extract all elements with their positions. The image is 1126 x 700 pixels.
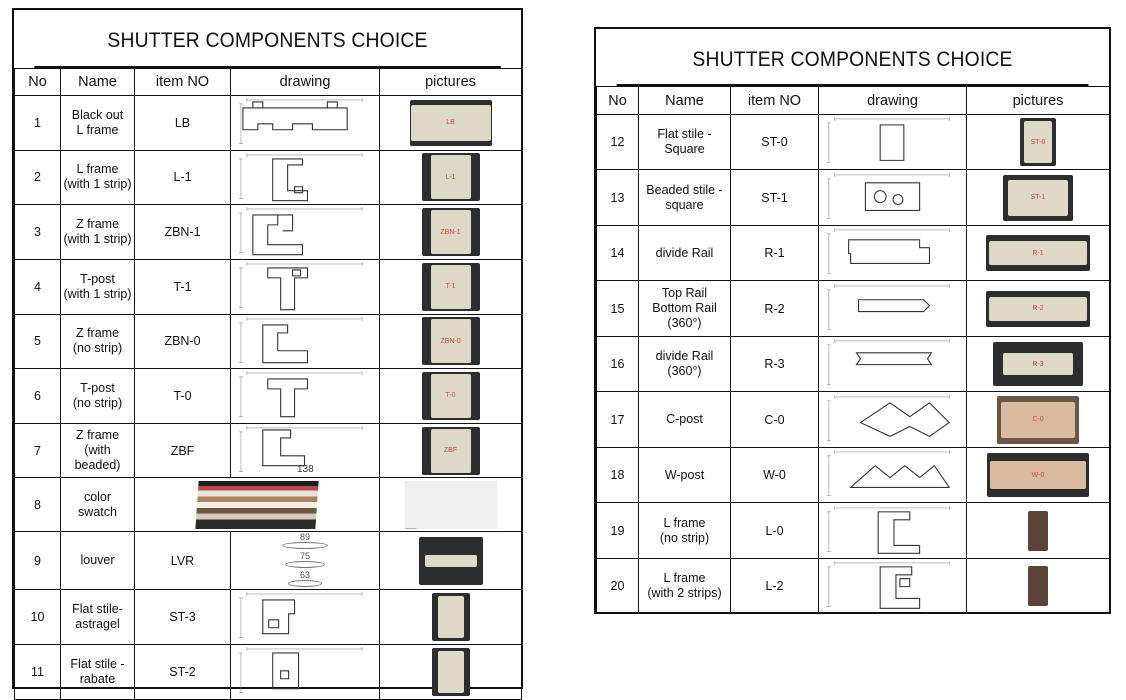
header-item-no: item NO xyxy=(731,87,819,115)
component-name-line: Flat stile- xyxy=(72,602,123,617)
technical-drawing xyxy=(821,559,964,612)
item-number: R-2 xyxy=(731,281,819,337)
component-photo xyxy=(422,263,480,311)
picture-cell xyxy=(380,478,522,532)
profile-sample xyxy=(989,241,1087,265)
right-header-row xyxy=(597,87,1110,115)
technical-drawing xyxy=(821,282,964,335)
component-photo xyxy=(986,291,1090,327)
component-photo xyxy=(422,372,480,420)
component-name xyxy=(639,503,731,559)
item-number: T-1 xyxy=(135,259,231,314)
technical-drawing xyxy=(233,260,377,314)
profile-sample xyxy=(431,429,471,473)
photo-part-tag: ZBN-0 xyxy=(440,337,461,345)
component-name-line: (no strip) xyxy=(659,530,710,545)
drawing-cell xyxy=(819,503,967,559)
item-number: W-0 xyxy=(731,448,819,503)
item-number: LB xyxy=(135,96,231,151)
component-name xyxy=(61,590,135,645)
left-header-row xyxy=(15,69,522,96)
component-name-line: Beaded stile - xyxy=(646,182,723,197)
table-row xyxy=(597,115,1110,170)
component-name-line: square xyxy=(665,197,704,212)
table-row xyxy=(597,281,1110,337)
drawing-cell xyxy=(231,645,380,700)
component-name-line: divide Rail xyxy=(655,245,714,260)
profile-sample xyxy=(431,210,471,254)
component-name-line: color swatch xyxy=(78,489,117,519)
component-photo xyxy=(432,648,470,696)
item-number: L-0 xyxy=(731,503,819,559)
picture-cell xyxy=(967,170,1110,226)
component-photo xyxy=(410,100,492,146)
table-row xyxy=(15,369,522,424)
drawing-cell xyxy=(231,314,380,369)
table-row xyxy=(15,259,522,314)
item-number: ST-3 xyxy=(135,590,231,645)
left-components-table xyxy=(14,68,522,700)
left-sheet-title: SHUTTER COMPONENTS CHOICE xyxy=(34,10,500,68)
component-photo xyxy=(422,317,480,365)
component-photo xyxy=(1022,562,1054,610)
profile-sample xyxy=(411,105,491,141)
profile-sample xyxy=(1028,566,1048,606)
technical-drawing xyxy=(821,337,964,390)
drawing-cell xyxy=(231,532,380,590)
component-name xyxy=(639,281,731,337)
photo-part-tag: ZBN-1 xyxy=(440,228,461,236)
profile-sample xyxy=(1024,121,1052,163)
component-name-line: astragel xyxy=(75,617,120,632)
drawing-cell xyxy=(231,590,380,645)
header-no: No xyxy=(15,69,61,96)
component-name-line: Z frame xyxy=(75,326,120,341)
row-number: 1 xyxy=(15,96,61,151)
row-number: 7 xyxy=(15,423,61,478)
drawing-cell xyxy=(819,448,967,503)
component-name-line: Black out xyxy=(71,107,124,122)
picture-cell xyxy=(967,226,1110,281)
profile-sample xyxy=(989,297,1087,321)
component-name-line: Flat stile - xyxy=(657,127,712,141)
photo-part-tag: ZBF xyxy=(443,447,458,455)
picture-cell xyxy=(967,392,1110,448)
photo-part-tag: ST-1 xyxy=(1030,194,1046,201)
component-name-line: L frame xyxy=(663,571,706,585)
table-row xyxy=(597,337,1110,392)
component-photo xyxy=(422,153,480,201)
header-item-no: item NO xyxy=(135,69,231,96)
component-name xyxy=(61,645,135,700)
component-name-line: (no strip) xyxy=(72,395,123,410)
photo-part-tag: R-3 xyxy=(1032,360,1044,368)
row-number: 16 xyxy=(597,337,639,392)
right-sheet xyxy=(594,27,1111,614)
component-name-line: Square xyxy=(664,142,705,156)
component-photo xyxy=(1020,118,1056,166)
component-name xyxy=(61,478,135,532)
component-name-line: divide Rail xyxy=(655,349,714,363)
technical-drawing xyxy=(821,226,964,279)
component-photo xyxy=(422,427,480,475)
component-name-line: (with 1 strip) xyxy=(63,232,132,247)
table-row xyxy=(15,423,522,478)
drawing-cell xyxy=(819,115,967,170)
component-photo xyxy=(993,342,1083,386)
component-name xyxy=(61,532,135,590)
photo-part-tag: R-2 xyxy=(1032,305,1044,312)
drawing-cell xyxy=(231,369,380,424)
row-number: 10 xyxy=(15,590,61,645)
component-name-line: (with 2 strips) xyxy=(647,586,722,600)
profile-sample xyxy=(431,319,471,363)
component-name-line: Z frame xyxy=(75,428,120,443)
drawing-cell xyxy=(231,259,380,314)
header-name: Name xyxy=(639,87,731,115)
color-swatch-strip xyxy=(135,478,380,532)
swatch-stack xyxy=(195,481,318,529)
row-number: 6 xyxy=(15,369,61,424)
technical-drawing xyxy=(233,96,377,150)
picture-cell xyxy=(380,205,522,260)
component-name xyxy=(61,423,135,478)
photo-part-tag: LB xyxy=(446,119,455,127)
picture-cell xyxy=(967,337,1110,392)
profile-sample xyxy=(431,374,471,418)
swatch-fan-photo xyxy=(405,481,497,529)
component-name xyxy=(639,559,731,614)
table-row xyxy=(15,645,522,700)
component-name-line: louver xyxy=(80,553,115,568)
component-name xyxy=(61,259,135,314)
component-name xyxy=(639,226,731,281)
component-name-line: W-post xyxy=(664,467,705,482)
drawing-cell xyxy=(819,559,967,614)
component-name xyxy=(639,337,731,392)
item-number: T-0 xyxy=(135,369,231,424)
item-number: ZBN-0 xyxy=(135,314,231,369)
component-name-line: rabate xyxy=(79,671,116,686)
component-photo xyxy=(986,235,1090,271)
photo-part-tag: C-0 xyxy=(1032,416,1044,423)
header-pictures: pictures xyxy=(380,69,522,96)
table-row xyxy=(15,96,522,151)
drawing-cell xyxy=(819,170,967,226)
header-pictures: pictures xyxy=(967,87,1110,115)
picture-cell xyxy=(380,532,522,590)
component-name-line: (with 1 strip) xyxy=(63,286,132,301)
drawing-cell xyxy=(231,96,380,151)
item-number: ST-1 xyxy=(731,170,819,226)
component-photo xyxy=(1022,507,1054,555)
technical-drawing xyxy=(821,115,964,168)
picture-cell xyxy=(380,150,522,205)
technical-drawing xyxy=(233,315,377,369)
component-name xyxy=(639,170,731,226)
drawing-cell xyxy=(819,226,967,281)
component-name-line: T-post xyxy=(80,380,115,395)
row-number: 17 xyxy=(597,392,639,448)
table-row xyxy=(15,532,522,590)
header-drawing: drawing xyxy=(819,87,967,115)
component-name-line: Flat stile - xyxy=(70,656,125,671)
drawing-cell xyxy=(231,150,380,205)
drawing-cell xyxy=(819,281,967,337)
row-number: 5 xyxy=(15,314,61,369)
item-number: LVR xyxy=(135,532,231,590)
profile-sample xyxy=(1028,511,1048,551)
table-row xyxy=(597,392,1110,448)
component-name xyxy=(61,150,135,205)
row-number: 4 xyxy=(15,259,61,314)
picture-cell xyxy=(380,423,522,478)
profile-sample xyxy=(990,461,1086,489)
technical-drawing xyxy=(821,504,964,557)
component-name-line: Z frame xyxy=(75,217,120,232)
component-name xyxy=(639,392,731,448)
row-number: 13 xyxy=(597,170,639,226)
component-photo xyxy=(987,453,1089,497)
profile-sample xyxy=(1001,402,1075,438)
drawing-cell xyxy=(231,423,380,478)
left-sheet xyxy=(12,8,523,689)
component-name-line: L frame xyxy=(76,122,119,137)
component-photo xyxy=(1003,175,1073,221)
table-row xyxy=(597,170,1110,226)
row-number: 2 xyxy=(15,150,61,205)
component-name xyxy=(639,115,731,170)
technical-drawing xyxy=(233,369,377,423)
component-name-line: L frame xyxy=(663,515,706,530)
photo-part-tag: T-1 xyxy=(445,283,456,291)
photo-part-tag: ST-0 xyxy=(1030,138,1046,146)
table-row xyxy=(597,559,1110,614)
component-name-line: (360°) xyxy=(667,364,702,378)
component-name xyxy=(61,314,135,369)
picture-cell xyxy=(380,314,522,369)
profile-sample xyxy=(438,651,464,693)
table-row xyxy=(15,314,522,369)
profile-sample xyxy=(431,155,471,199)
component-photo xyxy=(997,396,1079,444)
picture-cell xyxy=(380,96,522,151)
drawing-cell xyxy=(231,205,380,260)
component-name-line: (360°) xyxy=(667,316,702,330)
picture-cell xyxy=(967,115,1110,170)
row-number: 15 xyxy=(597,281,639,337)
header-no: No xyxy=(597,87,639,115)
component-name-line: L frame xyxy=(76,162,119,177)
item-number: L-1 xyxy=(135,150,231,205)
right-components-table xyxy=(596,86,1110,614)
louver-profile xyxy=(288,580,322,587)
louver-profile xyxy=(282,542,328,549)
row-number: 18 xyxy=(597,448,639,503)
component-name-line: C-post xyxy=(666,412,703,426)
header-name: Name xyxy=(61,69,135,96)
component-photo xyxy=(419,537,483,585)
item-number: ST-0 xyxy=(731,115,819,170)
table-row xyxy=(15,590,522,645)
technical-drawing xyxy=(233,205,377,259)
profile-sample xyxy=(1003,353,1073,375)
row-number: 14 xyxy=(597,226,639,281)
louver-profile xyxy=(285,561,325,568)
photo-part-tag: T-0 xyxy=(445,392,456,400)
component-name xyxy=(639,448,731,503)
picture-cell xyxy=(967,281,1110,337)
component-name-line: T-post xyxy=(80,271,115,286)
table-row xyxy=(597,448,1110,503)
technical-drawing xyxy=(821,393,964,446)
header-drawing: drawing xyxy=(231,69,380,96)
component-name-line: Bottom Rail xyxy=(652,301,717,315)
item-number: R-1 xyxy=(731,226,819,281)
component-photo xyxy=(432,593,470,641)
technical-drawing xyxy=(233,590,377,644)
item-number: ZBF xyxy=(135,423,231,478)
item-number: R-3 xyxy=(731,337,819,392)
drawing-cell xyxy=(819,392,967,448)
picture-cell xyxy=(967,503,1110,559)
profile-sample xyxy=(1008,180,1068,216)
technical-drawing xyxy=(821,448,964,501)
louver-size-label: 63 xyxy=(299,570,310,581)
picture-cell xyxy=(380,369,522,424)
row-number: 8 xyxy=(15,478,61,532)
zbf-dimension-label: 138 xyxy=(297,464,314,476)
item-number: L-2 xyxy=(731,559,819,614)
photo-part-tag: W-0 xyxy=(1031,471,1045,479)
picture-cell xyxy=(380,590,522,645)
row-number: 3 xyxy=(15,205,61,260)
component-name xyxy=(61,96,135,151)
picture-cell xyxy=(967,559,1110,614)
right-sheet-title: SHUTTER COMPONENTS CHOICE xyxy=(617,29,1089,86)
table-row xyxy=(597,503,1110,559)
picture-cell xyxy=(380,259,522,314)
table-row xyxy=(15,150,522,205)
row-number: 12 xyxy=(597,115,639,170)
component-name xyxy=(61,369,135,424)
component-name-line: Top Rail xyxy=(661,286,708,300)
item-number: ST-2 xyxy=(135,645,231,700)
table-row xyxy=(15,478,522,532)
photo-part-tag: R-1 xyxy=(1032,249,1044,257)
profile-sample xyxy=(425,555,477,567)
row-number: 20 xyxy=(597,559,639,614)
profile-sample xyxy=(431,265,471,309)
row-number: 11 xyxy=(15,645,61,700)
louver-size-label: 75 xyxy=(299,551,310,562)
louver-sizes xyxy=(233,532,377,589)
profile-sample xyxy=(438,596,464,638)
picture-cell xyxy=(967,448,1110,503)
component-name-line: (with 1 strip) xyxy=(63,177,132,192)
component-name xyxy=(61,205,135,260)
technical-drawing xyxy=(233,151,377,205)
photo-part-tag: L-1 xyxy=(445,173,456,181)
table-row xyxy=(597,226,1110,281)
item-number: C-0 xyxy=(731,392,819,448)
table-row xyxy=(15,205,522,260)
row-number: 9 xyxy=(15,532,61,590)
picture-cell xyxy=(380,645,522,700)
component-name-line: (with beaded) xyxy=(74,443,121,473)
technical-drawing xyxy=(233,645,377,699)
component-photo xyxy=(422,208,480,256)
component-name-line: (no strip) xyxy=(72,341,123,356)
louver-size-label: 89 xyxy=(299,532,310,543)
row-number: 19 xyxy=(597,503,639,559)
technical-drawing xyxy=(821,171,964,224)
drawing-cell xyxy=(819,337,967,392)
item-number: ZBN-1 xyxy=(135,205,231,260)
